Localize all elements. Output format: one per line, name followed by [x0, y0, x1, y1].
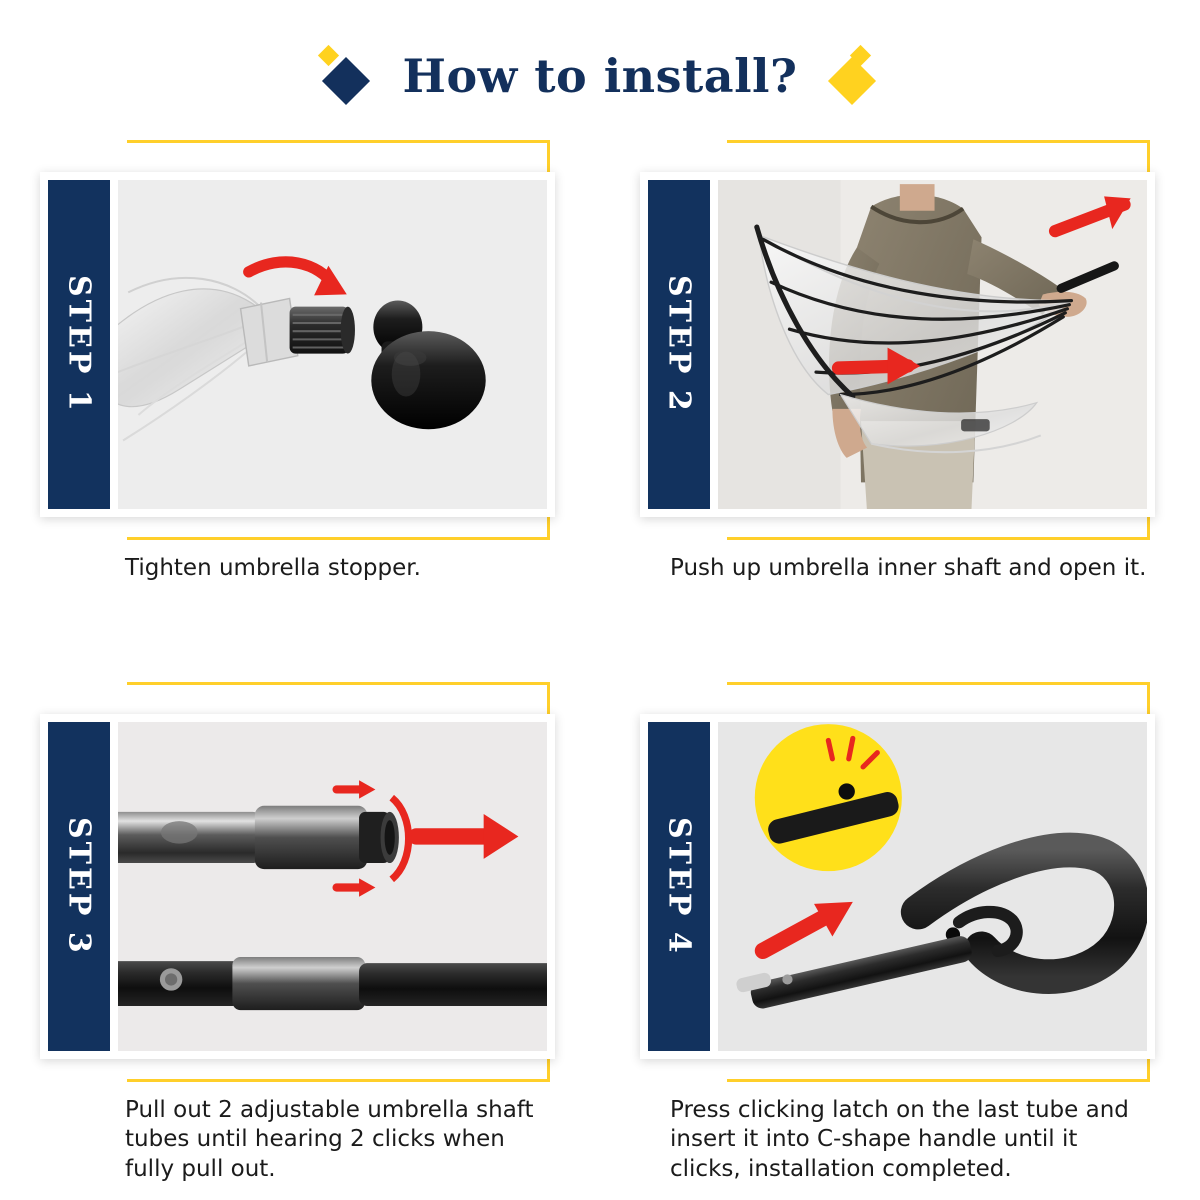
step-1-caption: Tighten umbrella stopper.: [125, 555, 421, 581]
step-2-tab: [648, 180, 710, 509]
step-1-tab-label: STEP 1: [61, 275, 97, 414]
step-card-4: [600, 682, 1200, 1184]
steps-row-2: [0, 682, 1200, 1184]
steps-grid: [0, 140, 1200, 1184]
step-2-tab-label: STEP 2: [661, 275, 697, 414]
red-rotation-arrow-icon: [249, 262, 347, 296]
step-3-card-area: [40, 682, 560, 1082]
umbrella-stopper-illustration: [118, 180, 547, 509]
step-3-card: [40, 714, 555, 1059]
black-stopper-knob: [371, 301, 485, 430]
person-opening-umbrella-photo: [718, 180, 1147, 509]
step-4-tab: [648, 722, 710, 1051]
step-1-card: [40, 172, 555, 517]
step-2-card-area: [640, 140, 1160, 540]
step-4-caption: Press clicking latch on the last tube and insert it into C-shape handle until it clicks, installation completed.: [670, 1097, 1129, 1182]
step-3-tab-label: STEP 3: [61, 817, 97, 956]
adjustable-shaft-tubes-photo: [118, 722, 547, 1051]
c-shape-handle-illustration: [718, 722, 1147, 1051]
step-card-1: [0, 140, 600, 624]
red-arrow-right-large-icon: [416, 814, 518, 859]
step-4-tab-label: STEP 4: [661, 817, 697, 956]
step-card-2: [600, 140, 1200, 624]
step-4-card-area: [640, 682, 1160, 1082]
step-1-tab: [48, 180, 110, 509]
yellow-diamond-icon: [317, 45, 338, 66]
step-2-card: [640, 172, 1155, 517]
step-3-tab: [48, 722, 110, 1051]
page-title: How to install?: [402, 49, 798, 103]
step-2-caption: Push up umbrella inner shaft and open it.: [670, 555, 1147, 581]
c-shape-handle-photo: [718, 722, 1147, 1051]
diamond-decoration-right: [823, 48, 879, 104]
yellow-diamond-large-icon: [828, 57, 876, 105]
step-4-card: [640, 714, 1155, 1059]
step-1-card-area: [40, 140, 560, 540]
steps-row-1: [0, 140, 1200, 624]
diamond-decoration-left: [321, 48, 377, 104]
step-card-3: [0, 682, 600, 1184]
umbrella-stopper-photo: [118, 180, 547, 509]
shaft-tubes-illustration: [118, 722, 547, 1051]
red-arrow-insert-icon: [763, 902, 853, 951]
person-opening-umbrella-illustration: [718, 180, 1147, 509]
step-3-caption: Pull out 2 adjustable umbrella shaft tubes until hearing 2 clicks when fully pull out.: [125, 1097, 534, 1182]
page-title-row: [0, 48, 1200, 104]
